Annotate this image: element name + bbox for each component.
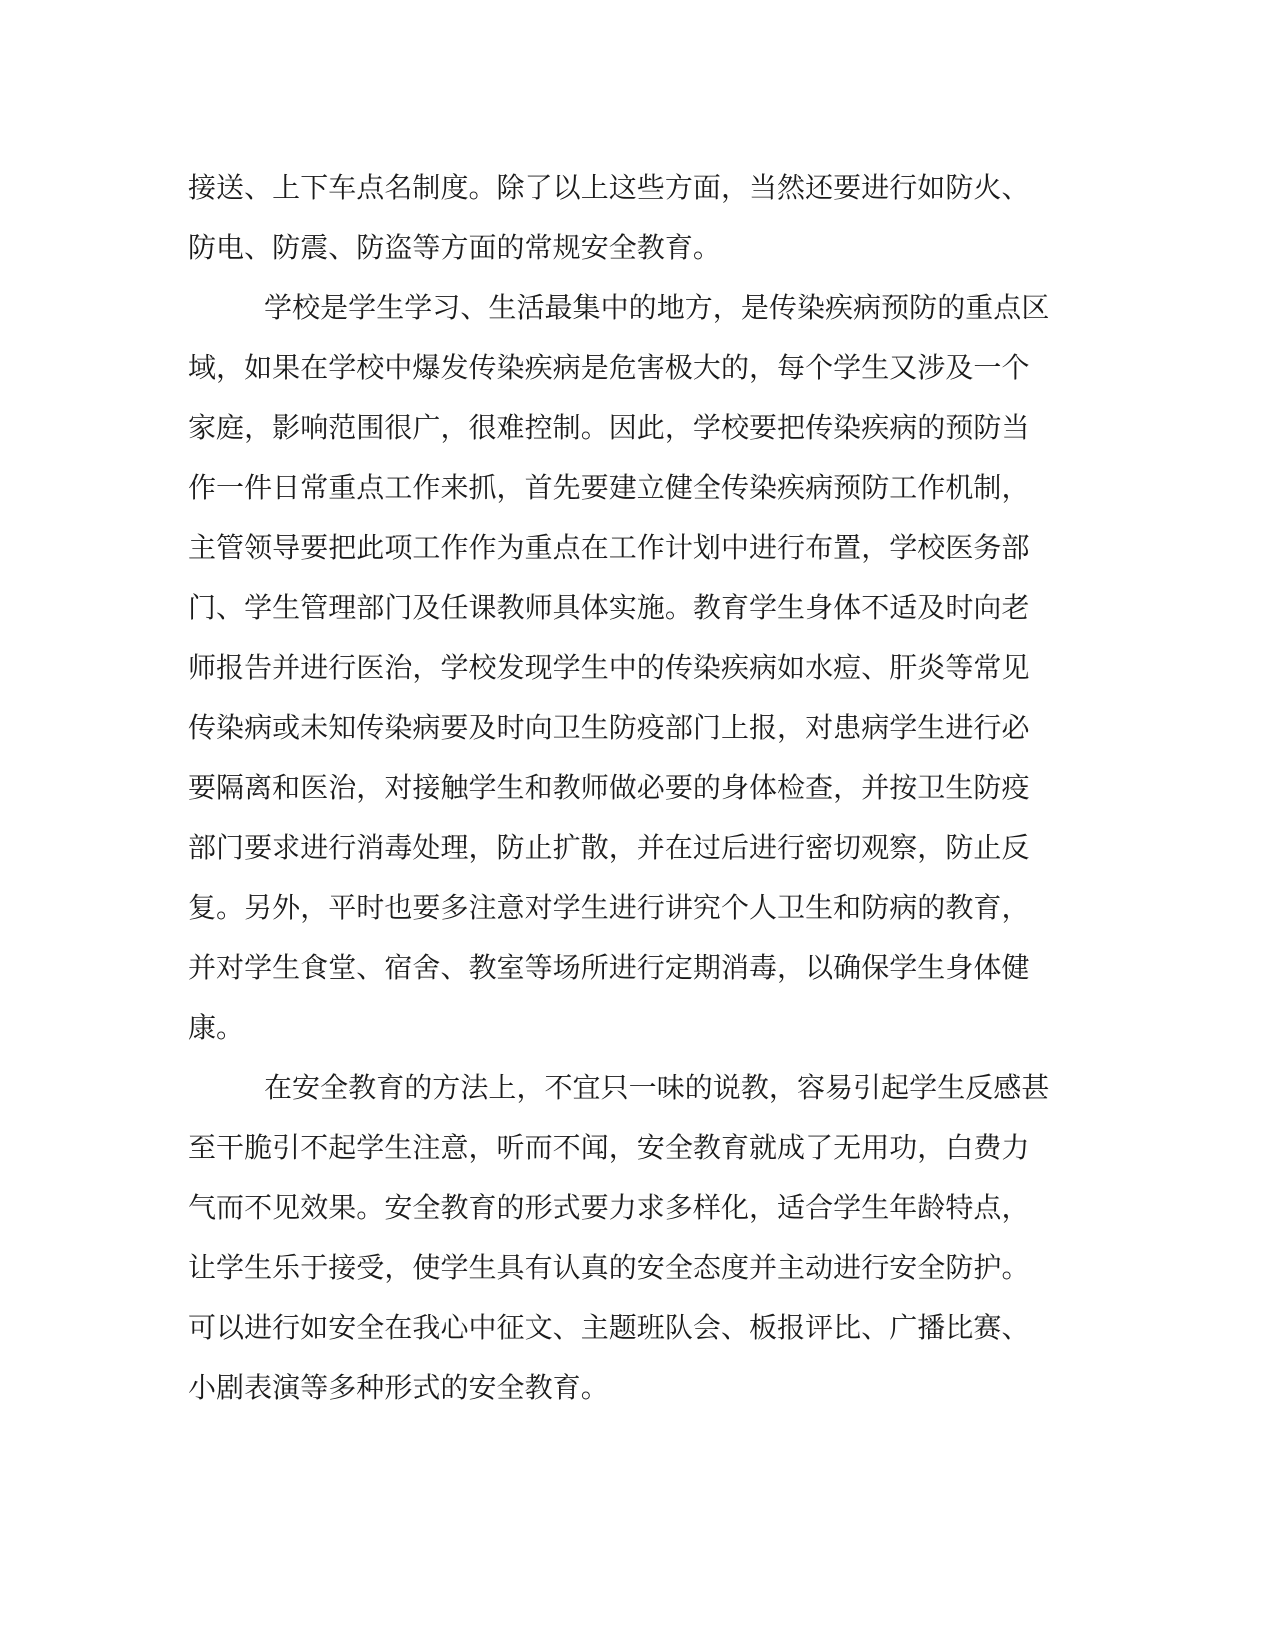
- text-line: 让学生乐于接受，使学生具有认真的安全态度并主动进行安全防护。: [188, 1251, 1030, 1284]
- text-line: 复。另外，平时也要多注意对学生进行讲究个人卫生和防病的教育，: [188, 891, 1030, 924]
- paragraph: [188, 1058, 1088, 1418]
- text-line: 作一件日常重点工作来抓，首先要建立健全传染疾病预防工作机制，: [188, 471, 1030, 504]
- text-line: 接送、上下车点名制度。除了以上这些方面，当然还要进行如防火、: [188, 171, 1030, 204]
- text-line: 域，如果在学校中爆发传染疾病是危害极大的，每个学生又涉及一个: [188, 351, 1030, 384]
- text-line: 传染病或未知传染病要及时向卫生防疫部门上报，对患病学生进行必: [188, 711, 1030, 744]
- text-line: 小剧表演等多种形式的安全教育。: [188, 1371, 609, 1404]
- text-line: 门、学生管理部门及任课教师具体实施。教育学生身体不适及时向老: [188, 591, 1030, 624]
- paragraph: [188, 278, 1088, 1058]
- text-line-first: 学校是学生学习、生活最集中的地方，是传染疾病预防的重点区: [264, 291, 1050, 324]
- text-line: 师报告并进行医治，学校发现学生中的传染疾病如水痘、肝炎等常见: [188, 651, 1030, 684]
- text-line: 康。: [188, 1011, 245, 1044]
- document-body: [188, 158, 1088, 1418]
- text-line-first: 在安全教育的方法上，不宜只一味的说教，容易引起学生反感甚: [264, 1071, 1050, 1104]
- text-line: 至干脆引不起学生注意，听而不闻，安全教育就成了无用功，白费力: [188, 1131, 1030, 1164]
- text-line: 家庭，影响范围很广，很难控制。因此，学校要把传染疾病的预防当: [188, 411, 1030, 444]
- text-line: 部门要求进行消毒处理，防止扩散，并在过后进行密切观察，防止反: [188, 831, 1030, 864]
- text-line: 可以进行如安全在我心中征文、主题班队会、板报评比、广播比赛、: [188, 1311, 1030, 1344]
- text-line: 防电、防震、防盗等方面的常规安全教育。: [188, 231, 721, 264]
- text-line: 并对学生食堂、宿舍、教室等场所进行定期消毒，以确保学生身体健: [188, 951, 1030, 984]
- paragraph: [188, 158, 1088, 278]
- text-line: 主管领导要把此项工作作为重点在工作计划中进行布置，学校医务部: [188, 531, 1030, 564]
- text-line: 要隔离和医治，对接触学生和教师做必要的身体检查，并按卫生防疫: [188, 771, 1030, 804]
- text-line: 气而不见效果。安全教育的形式要力求多样化，适合学生年龄特点，: [188, 1191, 1030, 1224]
